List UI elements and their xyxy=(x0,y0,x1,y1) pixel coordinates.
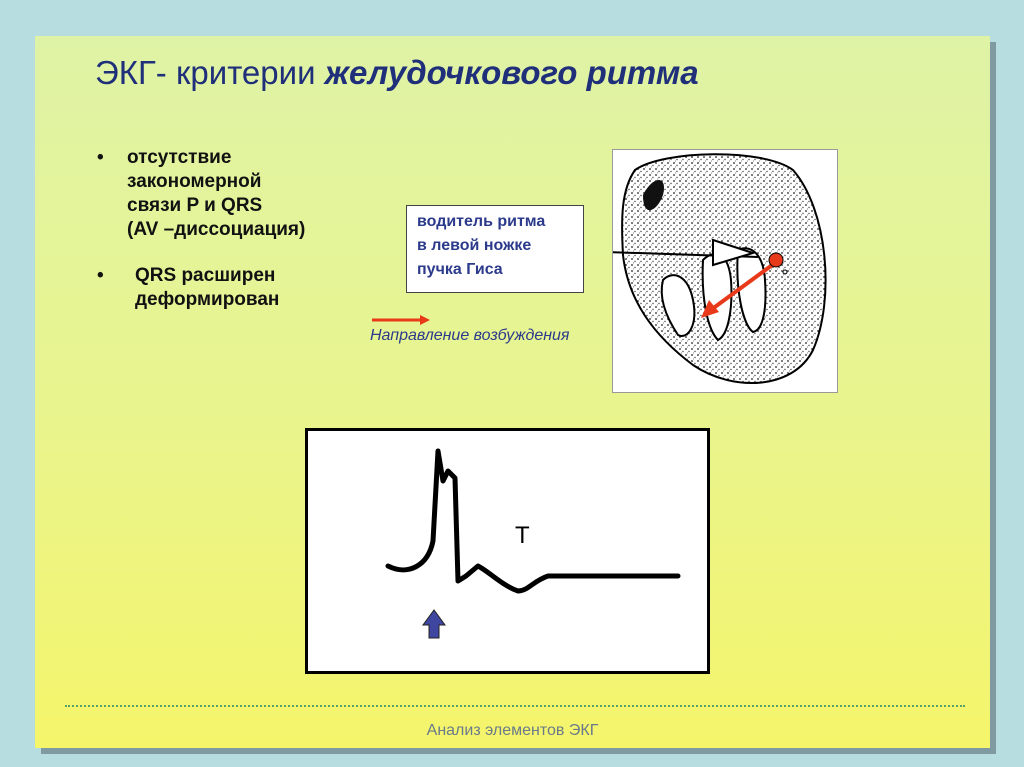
bullet-marker: • xyxy=(97,147,104,168)
pacemaker-label: водитель ритма в левой ножке пучка Гиса xyxy=(406,205,584,293)
ecg-waveform xyxy=(308,431,707,671)
direction-label: Направление возбуждения xyxy=(370,327,570,344)
ecg-waveform-panel xyxy=(305,428,710,674)
bullet-marker: • xyxy=(97,265,104,286)
direction-arrow-icon xyxy=(372,315,432,325)
bullet-text: QRS расширен деформирован xyxy=(135,265,280,310)
slide-title xyxy=(95,54,699,92)
bullet-item xyxy=(97,264,305,312)
heart-diagram xyxy=(613,150,837,392)
pacemaker-dot xyxy=(769,253,783,267)
footer-text: Анализ элементов ЭКГ xyxy=(426,722,599,739)
title-bold: желудочкового ритма xyxy=(324,54,699,91)
bullet-list xyxy=(97,146,305,312)
bullet-text: отсутствие закономерной связи P и QRS (AV –диссоциация) xyxy=(127,147,306,240)
heart-illustration xyxy=(612,149,838,393)
bullet-item xyxy=(97,146,305,242)
ecg-wave-label: T xyxy=(515,522,530,549)
footer-divider xyxy=(65,705,965,707)
slide xyxy=(35,36,990,748)
title-normal: ЭКГ- критерии xyxy=(95,54,325,91)
